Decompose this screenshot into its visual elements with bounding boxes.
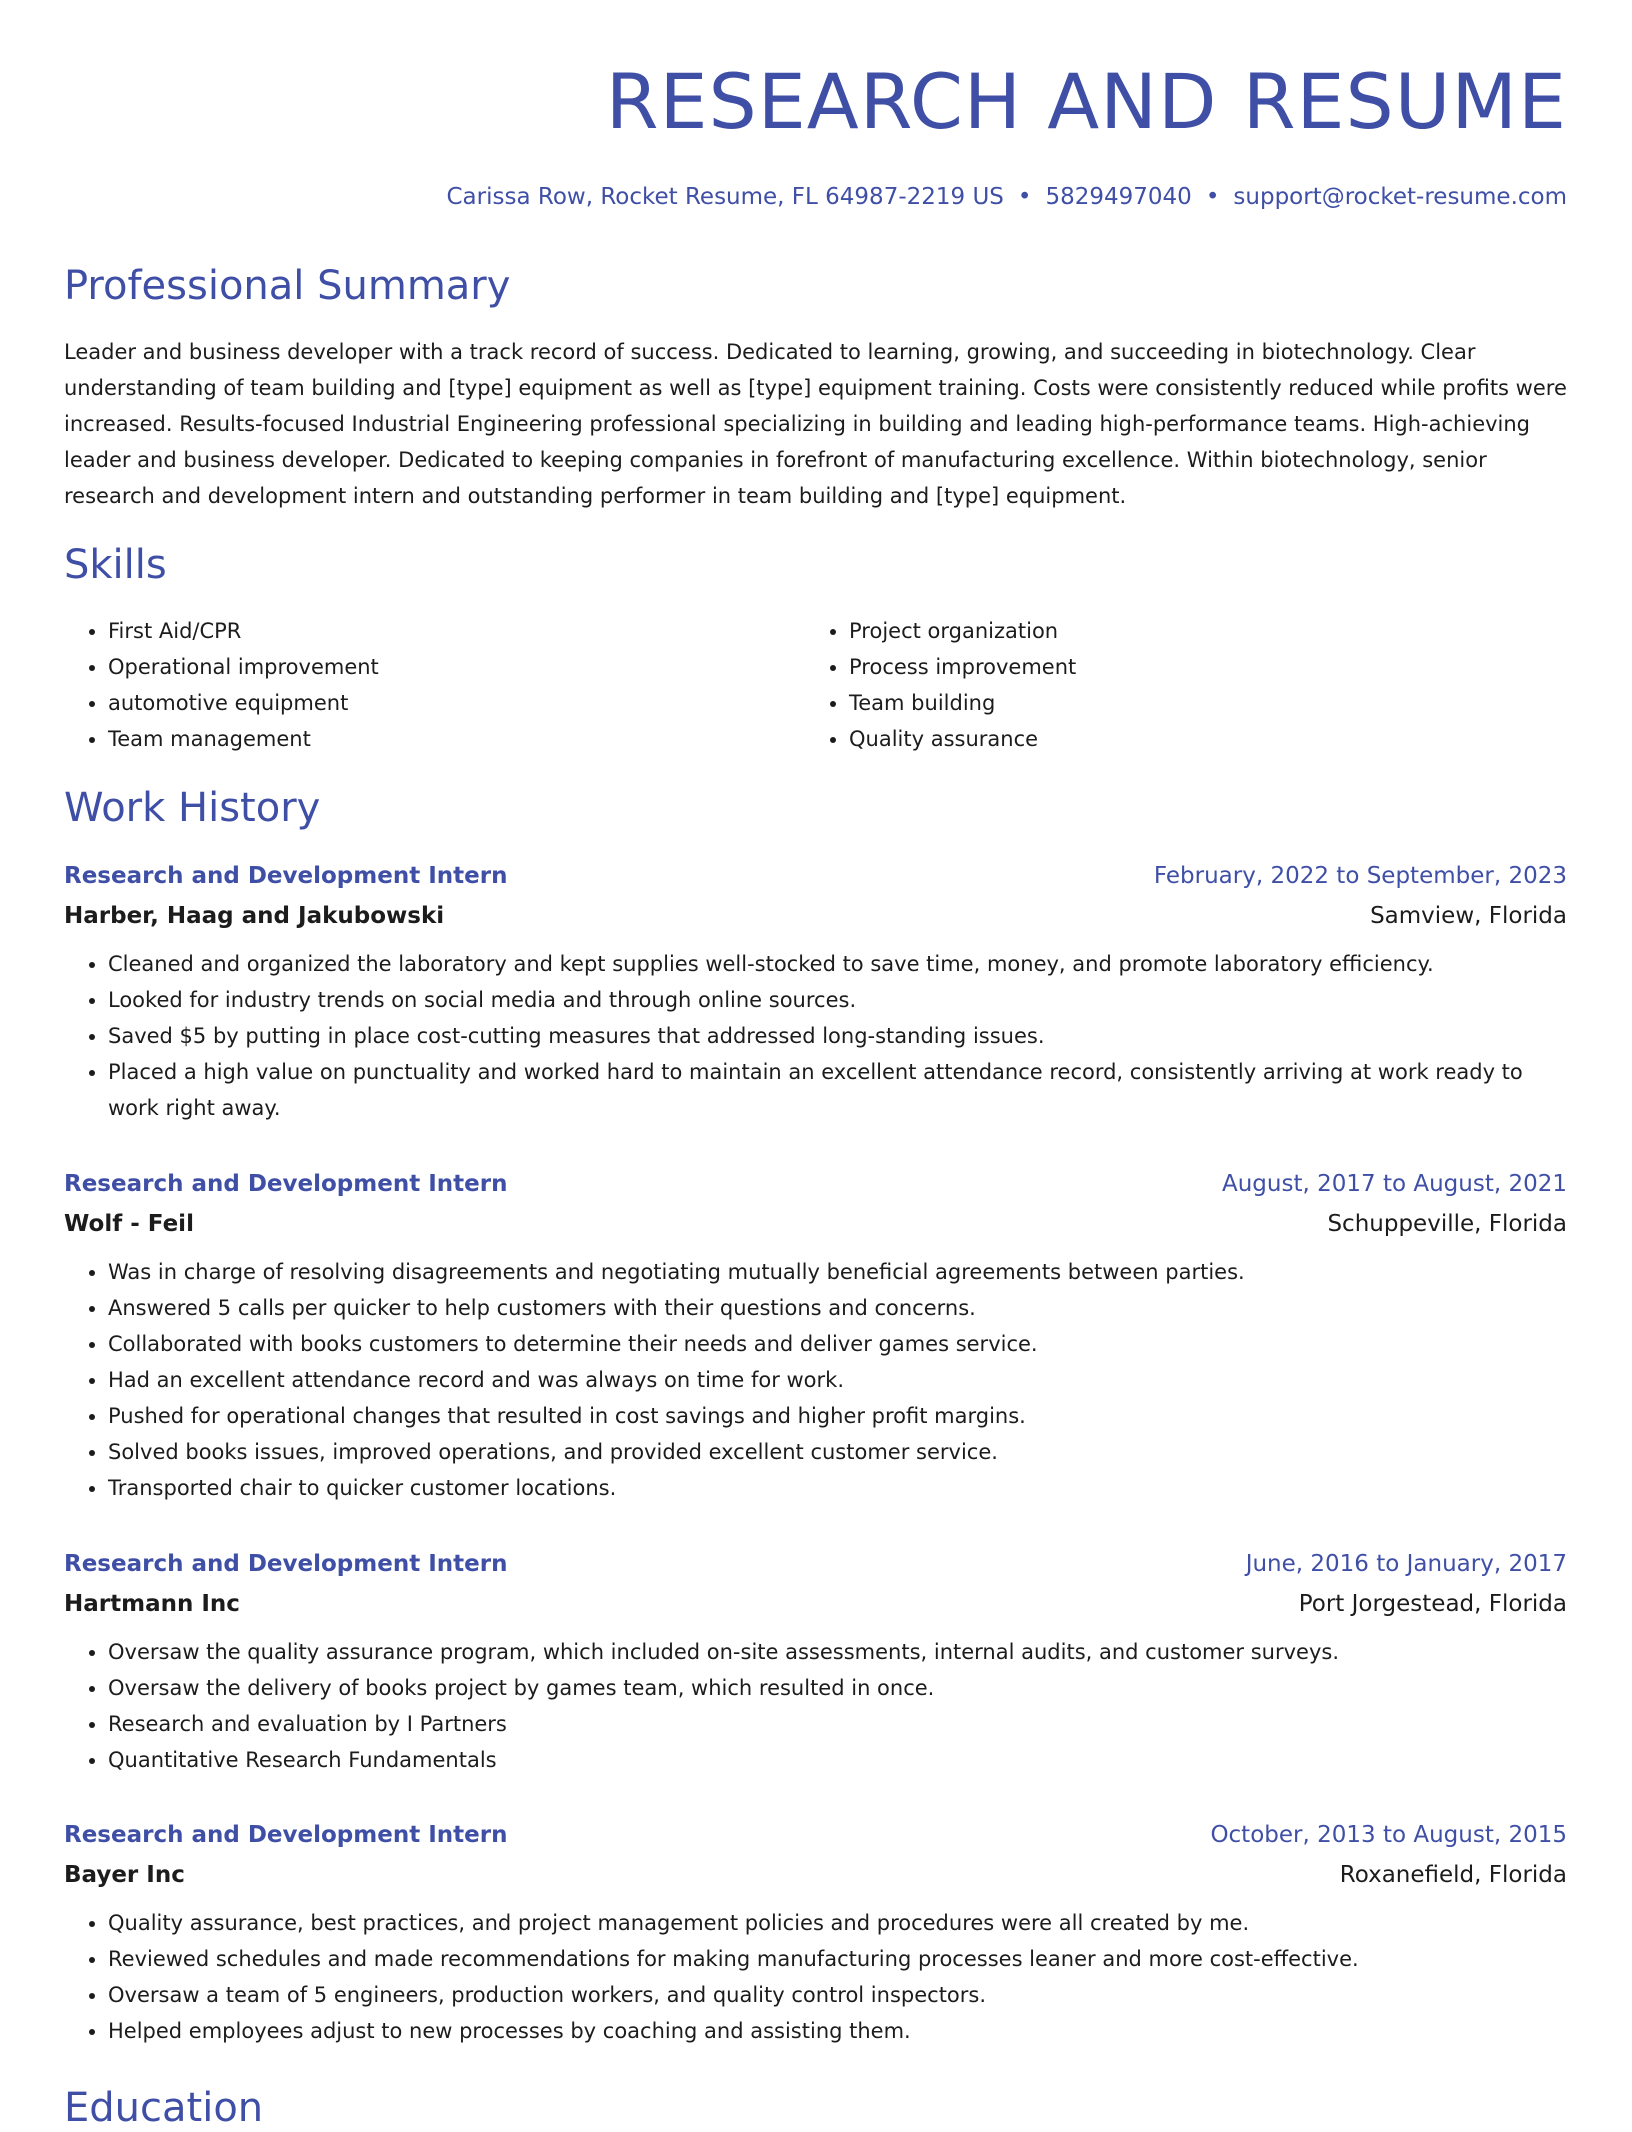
job-location: Roxanefield, Florida (1339, 1862, 1567, 1888)
contact-separator: • (1205, 184, 1220, 210)
job-bullet: • Placed a high value on punctuality and worked hard to maintain an excellent attendance record, consistently arriving at work ready to work right away. (108, 1054, 1567, 1126)
job-bullet: • Solved books issues, improved operations, and provided excellent customer service. (108, 1434, 1567, 1470)
job-bullets (64, 946, 1567, 1126)
job-bullet: • Pushed for operational changes that resulted in cost savings and higher profit margins. (108, 1398, 1567, 1434)
job-bullet: • Research and evaluation by I Partners (108, 1706, 1567, 1742)
job-company: Wolf - Feil (64, 1211, 194, 1237)
job-bullet: • Answered 5 calls per quicker to help customers with their questions and concerns. (108, 1290, 1567, 1326)
job-title: Research and Development Intern (64, 863, 508, 889)
job-title: Research and Development Intern (64, 1171, 508, 1197)
job-bullets (64, 1905, 1567, 2049)
job-bullet: • Looked for industry trends on social media and through online sources. (108, 982, 1567, 1018)
summary-text: Leader and business developer with a track record of success. Dedicated to learning, growing, and succeeding in biotechnology. Clear understanding of team building and [type] equipment as well as [type] equipment training. Costs were consistently reduced while profits were increased. Results-focused Industrial Engineering professional specializing in building and leading high-performance teams. High-achieving leader and business developer. Dedicated to keeping companies in forefront of manufacturing excellence. Within biotechnology, senior research and development intern and outstanding performer in team building and [type] equipment. (64, 340, 1567, 508)
job-entry (64, 1164, 1567, 1506)
job-bullet: • Was in charge of resolving disagreements and negotiating mutually beneficial agreements between parties. (108, 1254, 1567, 1290)
resume-page (64, 0, 1567, 2131)
job-company: Hartmann Inc (64, 1591, 240, 1617)
job-title: Research and Development Intern (64, 1551, 508, 1577)
job-bullet: • Reviewed schedules and made recommendations for making manufacturing processes leaner and more cost-effective. (108, 1941, 1567, 1977)
job-company-row (64, 896, 1567, 936)
contact-phone: 5829497040 (1045, 184, 1192, 210)
job-bullet: • Saved $5 by putting in place cost-cutting measures that addressed long-standing issues. (108, 1018, 1567, 1054)
skill-item: • Operational improvement (108, 649, 805, 685)
job-company: Bayer Inc (64, 1862, 185, 1888)
contact-address: Carissa Row, Rocket Resume, FL 64987-2219 US (446, 184, 1004, 210)
job-entry (64, 1815, 1567, 2049)
contact-separator: • (1017, 184, 1032, 210)
job-company-row (64, 1584, 1567, 1624)
job-header-row (64, 1544, 1567, 1584)
skills-list (64, 613, 1567, 757)
job-bullet: • Quality assurance, best practices, and project management policies and procedures were all created by me. (108, 1905, 1567, 1941)
job-company: Harber, Haag and Jakubowski (64, 903, 445, 929)
job-location: Port Jorgestead, Florida (1298, 1591, 1567, 1617)
job-bullet: • Had an excellent attendance record and was always on time for work. (108, 1362, 1567, 1398)
resume-name: RESEARCH AND RESUME (605, 57, 1567, 146)
contact-line (447, 182, 1568, 212)
skill-item: • Project organization (849, 613, 1546, 649)
job-bullet: • Transported chair to quicker customer locations. (108, 1470, 1567, 1506)
job-bullet: • Oversaw a team of 5 engineers, production workers, and quality control inspectors. (108, 1977, 1567, 2013)
job-dates: August, 2017 to August, 2021 (1222, 1171, 1567, 1197)
job-bullet: • Helped employees adjust to new processes by coaching and assisting them. (108, 2013, 1567, 2049)
skills-column-right (805, 613, 1546, 757)
skill-item: • Team building (849, 685, 1546, 721)
job-bullet: • Oversaw the quality assurance program, which included on-site assessments, internal audits, and customer surveys. (108, 1634, 1567, 1670)
job-entry (64, 856, 1567, 1126)
job-company-row (64, 1855, 1567, 1895)
job-bullets (64, 1634, 1567, 1778)
skill-item: • Quality assurance (849, 721, 1546, 757)
job-location: Schuppeville, Florida (1327, 1211, 1567, 1237)
job-bullet: • Quantitative Research Fundamentals (108, 1742, 1567, 1778)
job-bullet: • Oversaw the delivery of books project by games team, which resulted in once. (108, 1670, 1567, 1706)
skill-item: • automotive equipment (108, 685, 805, 721)
skills-heading: Skills (64, 542, 167, 588)
work-history-heading: Work History (64, 785, 321, 831)
skills-column-left (64, 613, 805, 757)
job-title: Research and Development Intern (64, 1822, 508, 1848)
job-header-row (64, 1164, 1567, 1204)
job-company-row (64, 1204, 1567, 1244)
skill-item: • Process improvement (849, 649, 1546, 685)
education-heading: Education (64, 2085, 264, 2131)
job-header-row (64, 1815, 1567, 1855)
job-bullet: • Collaborated with books customers to determine their needs and deliver games service. (108, 1326, 1567, 1362)
skill-item: • First Aid/CPR (108, 613, 805, 649)
contact-email: support@rocket-resume.com (1233, 184, 1567, 210)
job-bullets (64, 1254, 1567, 1506)
job-entry (64, 1544, 1567, 1778)
job-dates: June, 2016 to January, 2017 (1245, 1551, 1567, 1577)
job-bullet: • Cleaned and organized the laboratory and kept supplies well-stocked to save time, money, and promote laboratory efficiency. (108, 946, 1567, 982)
job-dates: October, 2013 to August, 2015 (1210, 1822, 1567, 1848)
job-location: Samview, Florida (1370, 903, 1567, 929)
summary-heading: Professional Summary (64, 263, 511, 309)
skill-item: • Team management (108, 721, 805, 757)
job-header-row (64, 856, 1567, 896)
job-dates: February, 2022 to September, 2023 (1153, 863, 1567, 889)
